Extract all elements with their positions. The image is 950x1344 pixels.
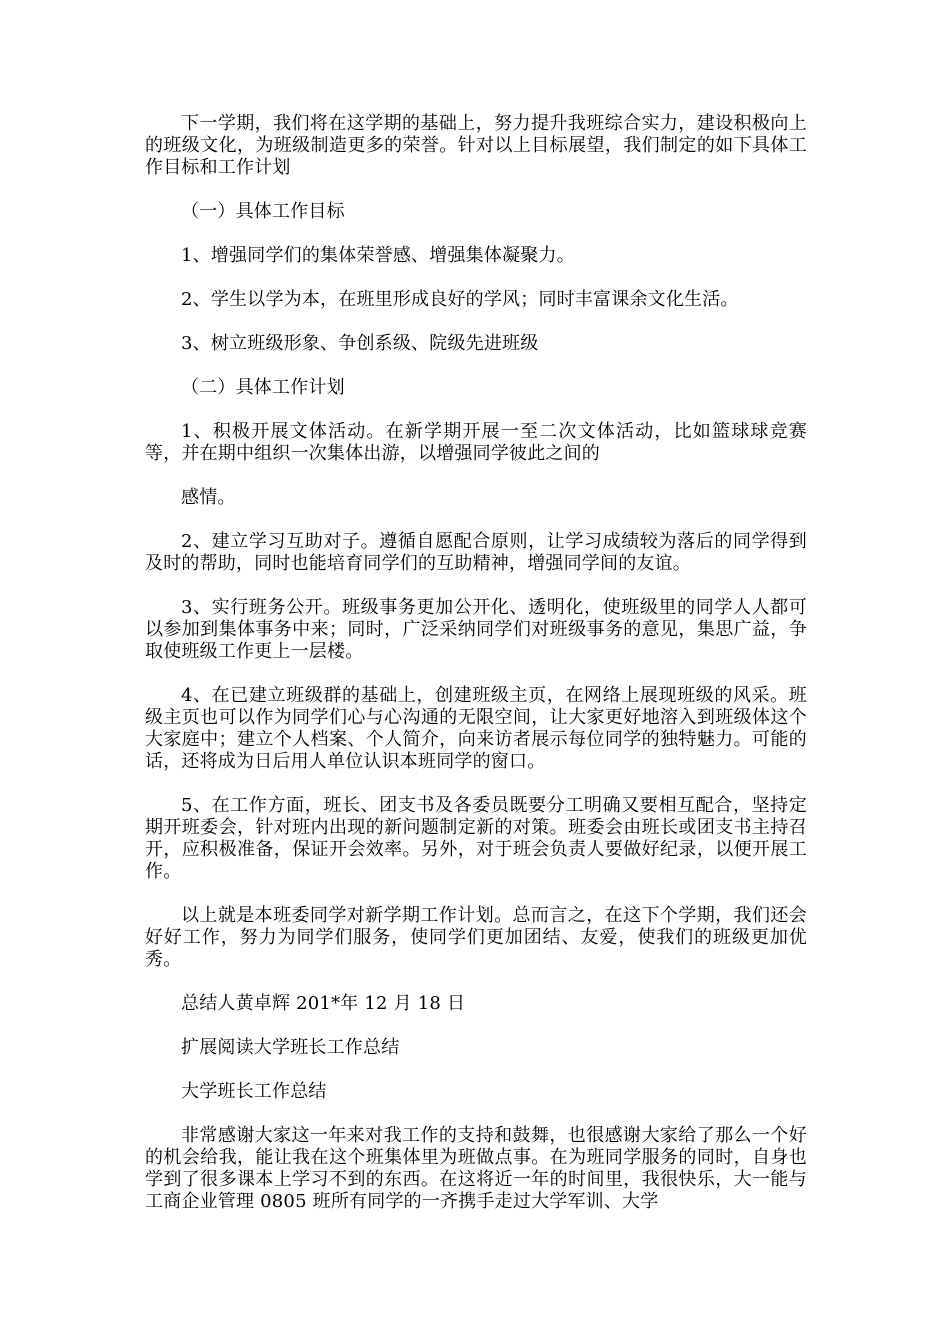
article-title: 大学班长工作总结 [181, 1081, 327, 1102]
plan-item-5: 5、在工作方面，班长、团支书及各委员既要分工明确又要相互配合，坚持定期开班委会，针对班内出现的新问题制定新的对策。班委会由班长或团支书主持召开，应积极准备，保证开会效率。另外，对于班会负责人要做好纪录，以便开展工作。 [145, 795, 807, 882]
paragraph-conclusion: 以上就是本班委同学对新学期工作计划。总而言之，在这下个学期，我们还会好好工作，努力为同学们服务，使同学们更加团结、友爱，使我们的班级更加优秀。 [145, 905, 807, 970]
plan-item-2: 2、建立学习互助对子。遵循自愿配合原则，让学习成绩较为落后的同学得到及时的帮助，同时也能培育同学们的互助精神，增强同学间的友谊。 [145, 531, 807, 574]
section-heading-plans: （二）具体工作计划 [181, 377, 345, 398]
plan-item-1: 1、积极开展文体活动。在新学期开展一至二次文体活动，比如篮球球竞赛等，并在期中组织一次集体出游，以增强同学彼此之间的 [145, 421, 807, 464]
section-heading-goals: （一）具体工作目标 [181, 201, 345, 222]
article-body-paragraph: 非常感谢大家这一年来对我工作的支持和鼓舞，也很感谢大家给了那么一个好的机会给我，能让我在这个班集体里为班做点事。在为班同学服务的同时，自身也学到了很多课本上学习不到的东西。在这将近一年的时间里，我很快乐，大一能与工商企业管理 0805 班所有同学的一齐携手走过大学军训、大学 [145, 1125, 807, 1212]
extended-reading-heading: 扩展阅读大学班长工作总结 [181, 1037, 400, 1058]
plan-item-3: 3、实行班务公开。班级事务更加公开化、透明化，使班级里的同学人人都可以参加到集体事务中来；同时，广泛采纳同学们对班级事务的意见，集思广益，争取使班级工作更上一层楼。 [145, 597, 807, 662]
goal-item-2: 2、学生以学为本，在班里形成良好的学风；同时丰富课余文化生活。 [181, 289, 739, 310]
plan-item-1-continued: 感情。 [181, 487, 236, 508]
plan-item-4: 4、在已建立班级群的基础上，创建班级主页，在网络上展现班级的风采。班级主页也可以作为同学们心与心沟通的无限空间，让大家更好地溶入到班级体这个大家庭中；建立个人档案、个人简介，向来访者展示每位同学的独特魅力。可能的话，还将成为日后用人单位认识本班同学的窗口。 [145, 685, 807, 772]
signature-line: 总结人黄卓辉 201*年 12 月 18 日 [181, 993, 466, 1014]
goal-item-1: 1、增强同学们的集体荣誉感、增强集体凝聚力。 [181, 245, 575, 266]
document-page [145, 113, 807, 1235]
goal-item-3: 3、树立班级形象、争创系级、院级先进班级 [181, 333, 539, 354]
paragraph-intro: 下一学期，我们将在这学期的基础上，努力提升我班综合实力，建设积极向上的班级文化，为班级制造更多的荣誉。针对以上目标展望，我们制定的如下具体工作目标和工作计划 [145, 113, 807, 178]
